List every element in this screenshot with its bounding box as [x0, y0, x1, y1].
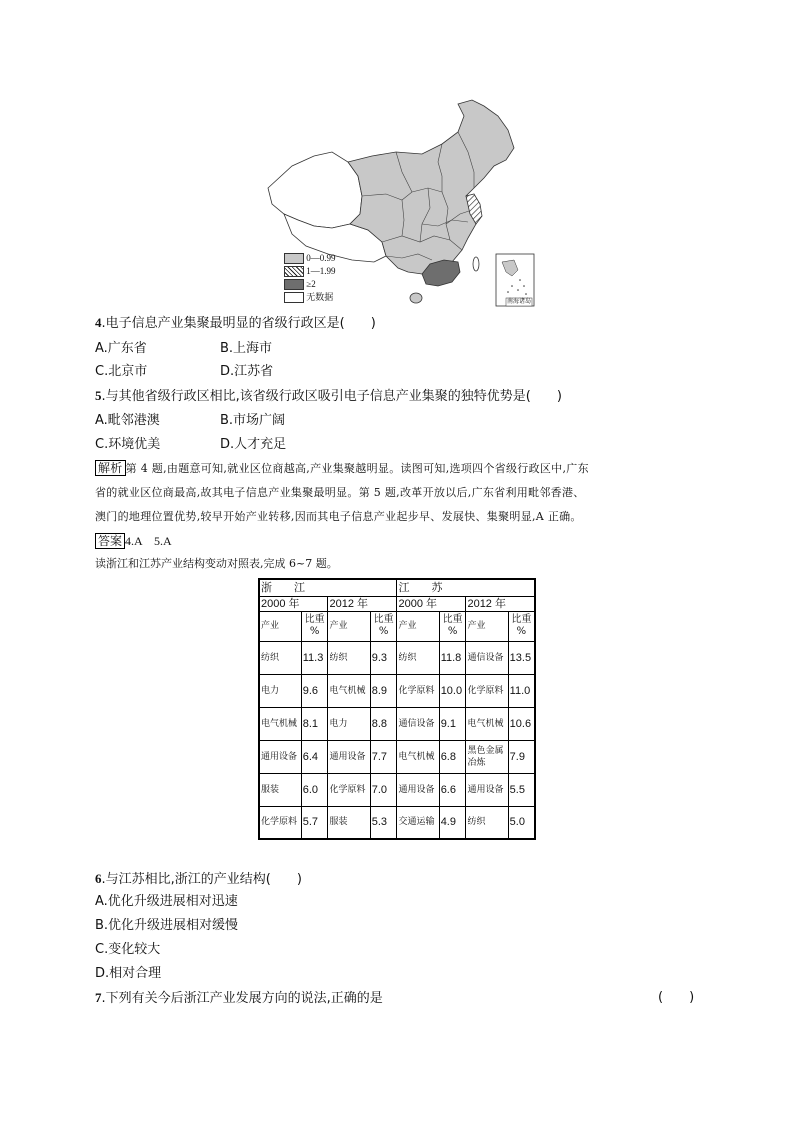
explanation-line	[95, 456, 705, 481]
table-body	[259, 641, 535, 839]
region-no-data	[268, 152, 362, 228]
industry-cell: 电气机械	[397, 740, 439, 773]
industry-cell: 服装	[259, 773, 301, 806]
industry-cell: 电力	[259, 674, 301, 707]
answer-paren: ( )	[658, 990, 695, 1005]
hainan-island	[410, 293, 422, 303]
ratio-cell: 10.6	[508, 707, 535, 740]
option[interactable]: D.相对合理	[95, 966, 162, 981]
industry-cell: 通用设备	[328, 740, 370, 773]
col-ratio-top: 比重	[304, 614, 325, 625]
ratio-cell: 9.3	[370, 641, 397, 674]
col-ratio-bottom: %	[309, 626, 320, 637]
legend-item	[284, 265, 336, 278]
industry-cell: 电气机械	[466, 707, 508, 740]
year-header: 2000 年	[397, 596, 466, 611]
industry-table	[258, 578, 536, 840]
question-5	[95, 387, 562, 406]
industry-cell: 化学原料	[466, 674, 508, 707]
answer-text: 4.A 5.A	[125, 534, 172, 548]
industry-cell: 纺织	[328, 641, 370, 674]
year-header: 2012 年	[328, 596, 397, 611]
legend-item	[284, 278, 336, 291]
industry-cell: 纺织	[259, 641, 301, 674]
legend-label: 1—1.99	[306, 266, 336, 276]
province-header: 江 苏	[397, 579, 535, 596]
industry-cell: 通信设备	[466, 641, 508, 674]
question-number: 6	[95, 871, 102, 886]
industry-cell: 电气机械	[259, 707, 301, 740]
ratio-cell: 5.7	[301, 806, 328, 839]
map-legend	[284, 252, 336, 304]
explanation-tag: 解析	[95, 460, 126, 476]
industry-cell: 通用设备	[397, 773, 439, 806]
ratio-cell: 9.6	[301, 674, 328, 707]
ratio-cell: 8.1	[301, 707, 328, 740]
question-number: 4	[95, 315, 102, 330]
option[interactable]: A.优化升级进展相对迅速	[95, 894, 238, 909]
question-7	[95, 989, 383, 1008]
industry-cell: 化学原料	[397, 674, 439, 707]
ratio-cell: 5.0	[508, 806, 535, 839]
col-ratio	[370, 611, 397, 641]
ratio-cell: 11.0	[508, 674, 535, 707]
ratio-cell: 6.6	[439, 773, 466, 806]
col-ratio-top: 比重	[511, 614, 532, 625]
legend-item	[284, 252, 336, 265]
col-ratio	[508, 611, 535, 641]
table-row	[259, 641, 535, 674]
legend-swatch-dark	[284, 279, 304, 290]
col-ratio-bottom: %	[447, 626, 458, 637]
industry-cell: 通信设备	[397, 707, 439, 740]
table-colhead-row	[259, 611, 535, 641]
industry-cell: 纺织	[466, 806, 508, 839]
industry-cell: 通用设备	[466, 773, 508, 806]
industry-cell: 化学原料	[328, 773, 370, 806]
col-ratio-bottom: %	[378, 626, 389, 637]
ratio-cell: 11.8	[439, 641, 466, 674]
explanation-line: 省的就业区位商最高,故其电子信息产业集聚最明显。第 5 题,改革开放以后,广东省利用毗邻香港、	[95, 486, 585, 499]
option[interactable]: D.人才充足	[220, 437, 287, 452]
taiwan-island	[473, 257, 479, 271]
legend-label: ≥2	[306, 279, 316, 289]
industry-cell: 化学原料	[259, 806, 301, 839]
ratio-cell: 4.9	[439, 806, 466, 839]
col-ratio-bottom: %	[516, 626, 527, 637]
ratio-cell: 5.3	[370, 806, 397, 839]
table-year-row	[259, 596, 535, 611]
ratio-cell: 7.0	[370, 773, 397, 806]
year-header: 2000 年	[259, 596, 328, 611]
legend-swatch-light	[284, 253, 304, 264]
question-text: .与江苏相比,浙江的产业结构( )	[101, 872, 302, 887]
option[interactable]: C.变化较大	[95, 942, 161, 957]
answer	[95, 532, 172, 550]
table-row	[259, 773, 535, 806]
col-ratio-top: 比重	[373, 614, 394, 625]
table-row	[259, 806, 535, 839]
ratio-cell: 7.7	[370, 740, 397, 773]
col-industry: 产业	[397, 611, 439, 641]
table-header-row	[259, 579, 535, 596]
explanation	[95, 456, 705, 529]
option[interactable]: C.北京市	[95, 364, 148, 379]
option[interactable]: C.环境优美	[95, 437, 161, 452]
col-ratio	[439, 611, 466, 641]
table-row	[259, 674, 535, 707]
industry-cell: 交通运输	[397, 806, 439, 839]
province-header: 浙 江	[259, 579, 397, 596]
col-ratio-top: 比重	[442, 614, 463, 625]
option[interactable]: A.广东省	[95, 341, 147, 356]
ratio-cell: 6.0	[301, 773, 328, 806]
question-text: .电子信息产业集聚最明显的省级行政区是( )	[101, 316, 376, 331]
question-4	[95, 314, 376, 333]
ratio-cell: 7.9	[508, 740, 535, 773]
legend-label: 0—0.99	[306, 253, 336, 263]
question-6	[95, 870, 302, 889]
legend-swatch-hatch	[284, 266, 304, 277]
ratio-cell: 6.8	[439, 740, 466, 773]
answer-tag: 答案	[95, 533, 125, 549]
col-ratio	[301, 611, 328, 641]
industry-cell: 黑色金属冶炼	[466, 740, 508, 773]
table-intro: 读浙江和江苏产业结构变动对照表,完成 6~7 题。	[95, 557, 338, 570]
industry-cell: 电气机械	[328, 674, 370, 707]
industry-cell: 服装	[328, 806, 370, 839]
col-industry: 产业	[259, 611, 301, 641]
industry-cell: 纺织	[397, 641, 439, 674]
ratio-cell: 5.5	[508, 773, 535, 806]
col-industry: 产业	[466, 611, 508, 641]
question-number: 5	[95, 388, 102, 403]
industry-cell: 通用设备	[259, 740, 301, 773]
legend-label: 无数据	[306, 292, 334, 302]
explanation-text: 第 4 题,由题意可知,就业区位商越高,产业集聚越明显。读图可知,选项四个省级行政区中,广东	[125, 462, 589, 475]
option[interactable]: B.优化升级进展相对缓慢	[95, 918, 239, 933]
table-row	[259, 740, 535, 773]
option[interactable]: A.毗邻港澳	[95, 413, 160, 428]
ratio-cell: 13.5	[508, 641, 535, 674]
col-industry: 产业	[328, 611, 370, 641]
option[interactable]: D.江苏省	[220, 364, 274, 379]
option[interactable]: B.市场广阔	[220, 413, 286, 428]
china-map	[262, 96, 552, 312]
year-header: 2012 年	[466, 596, 535, 611]
question-text: .与其他省级行政区相比,该省级行政区吸引电子信息产业集聚的独特优势是( )	[101, 389, 562, 404]
ratio-cell: 9.1	[439, 707, 466, 740]
table-row	[259, 707, 535, 740]
explanation-line: 澳门的地理位置优势,较早开始产业转移,因而其电子信息产业起步早、发展快、集聚明显,A 正确。	[95, 510, 582, 523]
inset-label: 南海诸岛	[507, 298, 532, 305]
ratio-cell: 11.3	[301, 641, 328, 674]
legend-swatch-white	[284, 292, 304, 303]
ratio-cell: 6.4	[301, 740, 328, 773]
legend-item	[284, 291, 336, 304]
option[interactable]: B.上海市	[220, 341, 273, 356]
ratio-cell: 8.9	[370, 674, 397, 707]
industry-cell: 电力	[328, 707, 370, 740]
ratio-cell: 10.0	[439, 674, 466, 707]
question-text: .下列有关今后浙江产业发展方向的说法,正确的是	[101, 991, 383, 1006]
ratio-cell: 8.8	[370, 707, 397, 740]
question-number: 7	[95, 990, 102, 1005]
